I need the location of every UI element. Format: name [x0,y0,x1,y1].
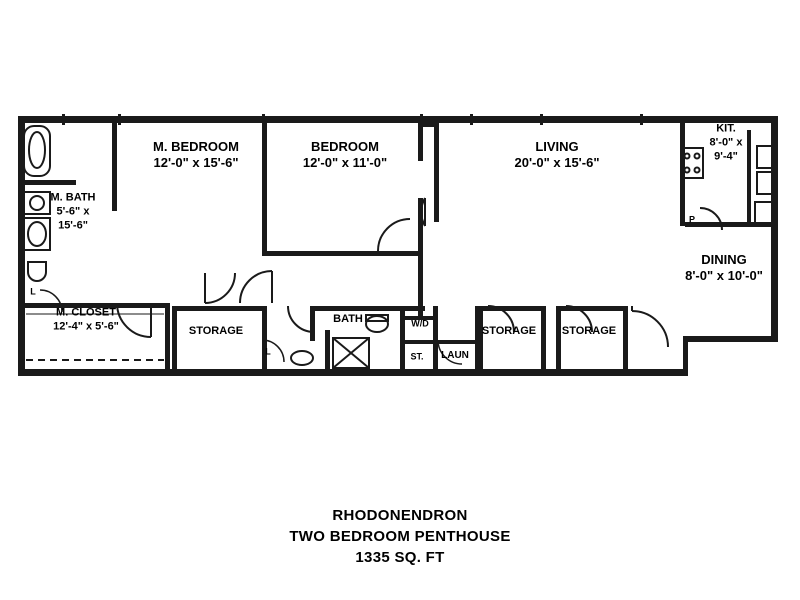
room-dimensions: 12'-0" x 11'-0" [302,155,388,170]
room-dimensions: 8'-0" x 10'-0" [685,268,763,283]
room-name: M. BATH [50,191,96,204]
room-dimensions: 8'-0" x [709,136,743,149]
room-name: BEDROOM [311,138,379,154]
room-name: M. CLOSET [56,306,116,319]
room-dimensions: 9'-4" [714,149,738,162]
title-block [0,505,800,568]
room-name: L [30,286,36,297]
plan-subtitle: TWO BEDROOM PENTHOUSE [289,528,511,545]
room-dimensions: 12'-0" x 15'-6" [153,155,239,170]
room-dimensions: 5'-6" x [56,205,90,218]
walls-interior [18,116,775,376]
room-name: LAUN [441,349,469,361]
walls-exterior [18,114,778,376]
room-name: STORAGE [188,325,244,338]
room-dimensions: 12'-4" x 5'-6" [53,320,119,332]
room-dimensions: 15'-6" [58,218,88,231]
room-name: W/D [411,318,429,329]
room-name: P [688,214,696,225]
room-name: LIVING [535,138,579,154]
plan-name: RHODONENDRON [332,507,468,524]
fixtures [24,126,773,368]
room-name: STORAGE [561,325,617,338]
room-name: M. BEDROOM [153,138,239,154]
plan-area: 1335 SQ. FT [355,549,445,566]
room-dimensions: 20'-0" x 15'-6" [514,155,600,170]
room-name: BATH [333,313,363,326]
room-name: DINING [701,251,747,267]
room-name: STORAGE [481,325,537,338]
room-name: L [265,346,271,357]
doors [40,198,722,364]
room-name: KIT. [716,122,736,135]
room-name: ST. [410,351,424,362]
